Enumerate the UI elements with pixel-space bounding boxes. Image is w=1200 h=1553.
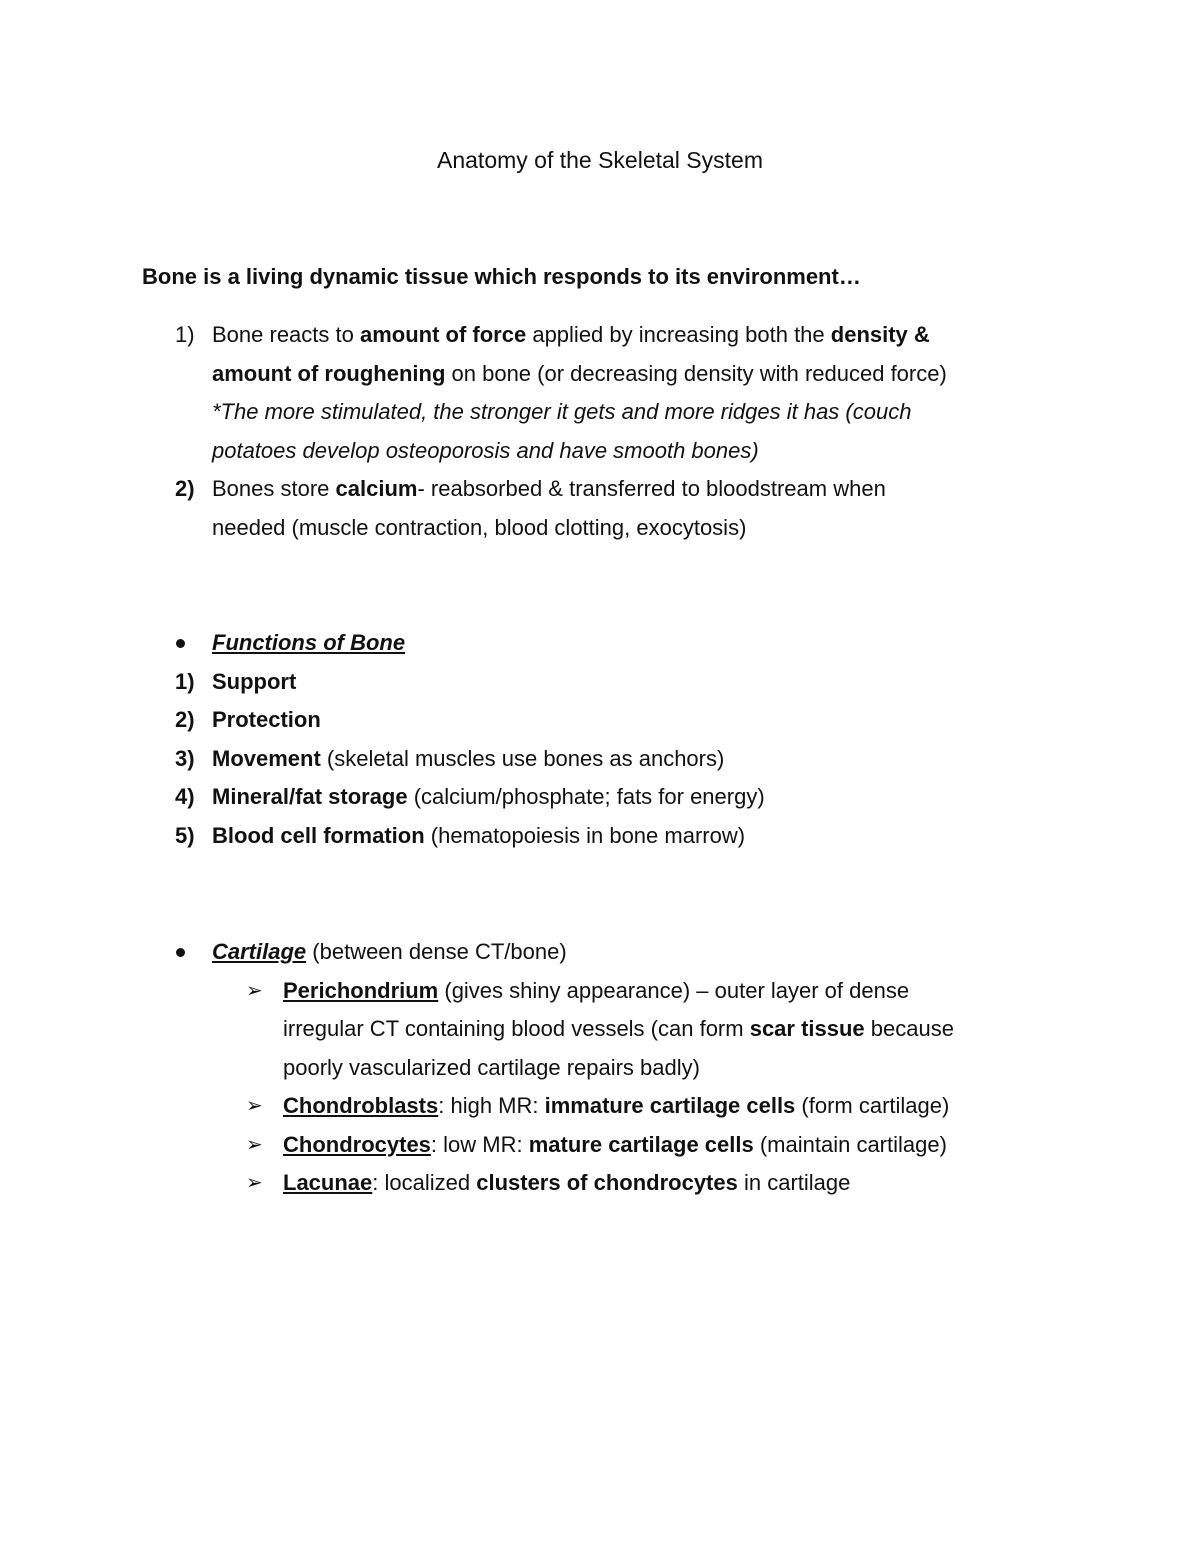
- list-item: [0, 318, 1200, 357]
- sub-list-text: Lacunae: localized clusters of chondrocytes in cartilage: [283, 1170, 851, 1195]
- list-item: [0, 472, 1200, 511]
- list-text: Protection: [212, 707, 321, 732]
- list-item: [0, 703, 1200, 742]
- sub-list-text: poorly vascularized cartilage repairs badly): [283, 1054, 700, 1080]
- sub-list-text: irregular CT containing blood vessels (can form scar tissue because: [283, 1016, 954, 1041]
- functions-section: [0, 626, 1200, 857]
- sub-list-item: [0, 1166, 1200, 1205]
- list-item-continuation: [0, 511, 1200, 550]
- section-heading: Functions of Bone: [212, 630, 406, 655]
- sub-list-item-continuation: [0, 1051, 1200, 1090]
- list-text: Bones store calcium- reabsorbed & transferred to bloodstream when: [212, 476, 886, 501]
- sub-list-text: Chondrocytes: low MR: mature cartilage cells (maintain cartilage): [283, 1131, 947, 1157]
- arrow-bullet-icon: ➢: [246, 1133, 263, 1156]
- list-text: Bone reacts to amount of force applied by increasing both the density &: [212, 322, 930, 347]
- list-text: needed (muscle contraction, blood clotting, exocytosis): [212, 514, 747, 540]
- intro-statement: Bone is a living dynamic tissue which responds to its environment…: [142, 264, 861, 289]
- arrow-bullet-icon: ➢: [246, 979, 263, 1002]
- sub-list-text: Chondroblasts: high MR: immature cartilage cells (form cartilage): [283, 1093, 950, 1118]
- list-text: Support: [212, 668, 297, 694]
- sub-list-text: Perichondrium (gives shiny appearance) – outer layer of dense: [283, 977, 910, 1003]
- list-item-note: [0, 395, 1200, 434]
- bullet-icon: [176, 948, 185, 957]
- sub-list-item: [0, 1128, 1200, 1167]
- section-heading-row: [0, 935, 1200, 974]
- note-text: *The more stimulated, the stronger it gets and more ridges it has (couch: [212, 399, 912, 424]
- list-number: 1): [175, 668, 195, 694]
- list-item: [0, 742, 1200, 781]
- list-text: Blood cell formation (hematopoiesis in bone marrow): [212, 822, 746, 848]
- list-number: 3): [175, 745, 195, 771]
- list-number: 2): [175, 707, 195, 732]
- section-heading-row: [0, 626, 1200, 665]
- list-item: [0, 780, 1200, 819]
- list-text: Movement (skeletal muscles use bones as anchors): [212, 745, 725, 771]
- arrow-bullet-icon: ➢: [246, 1095, 263, 1117]
- bullet-icon: [176, 639, 185, 648]
- list-number: 2): [175, 476, 195, 501]
- list-item: [0, 665, 1200, 704]
- list-text: amount of roughening on bone (or decreasing density with reduced force): [212, 360, 947, 386]
- sub-list-item-continuation: [0, 1012, 1200, 1051]
- cartilage-section: [0, 935, 1200, 1205]
- document-title: Anatomy of the Skeletal System: [437, 147, 763, 173]
- section-heading: Cartilage (between dense CT/bone): [212, 939, 567, 964]
- sub-list-item: [0, 1089, 1200, 1128]
- list-item-note: [0, 434, 1200, 473]
- list-item: [0, 819, 1200, 858]
- list-number: 1): [175, 322, 195, 347]
- sub-list-item: [0, 974, 1200, 1013]
- list-text: Mineral/fat storage (calcium/phosphate; fats for energy): [212, 784, 765, 809]
- list-number: 4): [175, 784, 195, 809]
- arrow-bullet-icon: ➢: [246, 1172, 263, 1194]
- list-item-continuation: [0, 357, 1200, 396]
- bone-facts-list: [0, 318, 1200, 549]
- note-text: potatoes develop osteoporosis and have smooth bones): [212, 437, 759, 463]
- list-number: 5): [175, 822, 195, 848]
